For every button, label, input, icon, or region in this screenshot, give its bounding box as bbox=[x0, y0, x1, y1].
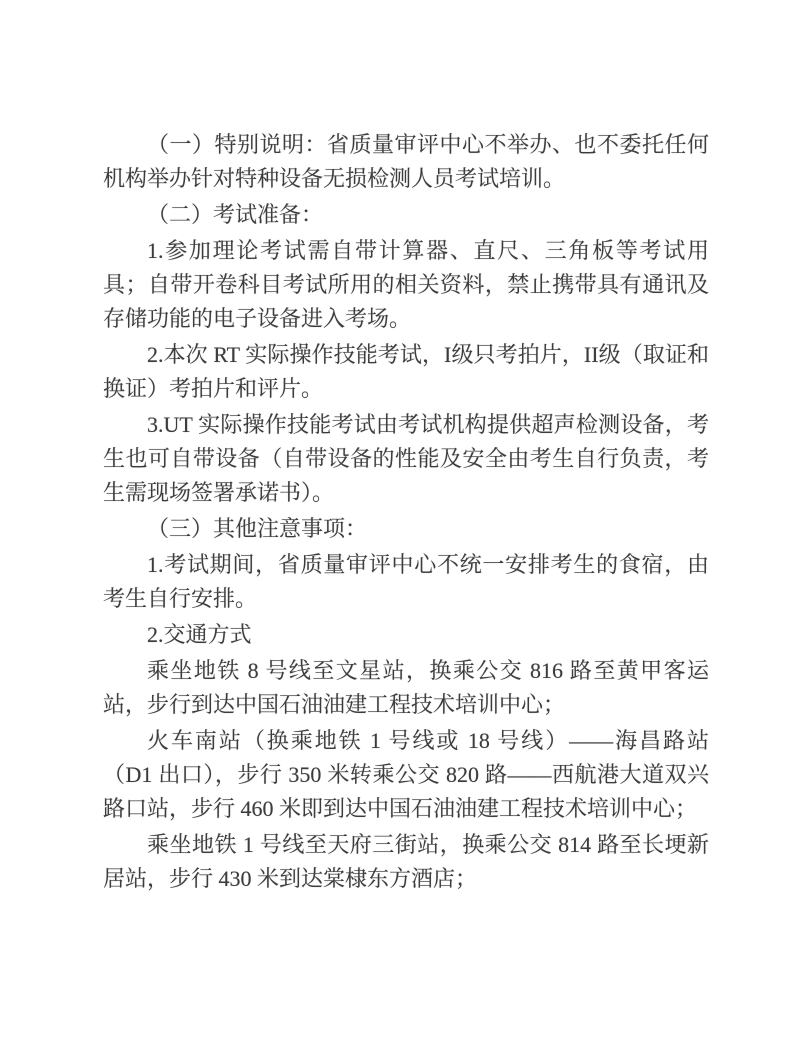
paragraph-prep-item-3: 3.UT 实际操作技能考试由考试机构提供超声检测设备，考生也可自带设备（自带设备的性能及安全由考生自行负责，考生需现场签署承诺书）。 bbox=[103, 412, 709, 505]
paragraph-route-metro1: 乘坐地铁 1 号线至天府三街站，换乘公交 814 路至长埂新居站，步行 430 米到达棠棣东方酒店； bbox=[103, 832, 709, 891]
paragraph-route-metro8: 乘坐地铁 8 号线至文星站，换乘公交 816 路至黄甲客运站，步行到达中国石油油建工程技术培训中心； bbox=[103, 658, 709, 717]
paragraph-prep-item-1: 1.参加理论考试需自带计算器、直尺、三角板等考试用具；自带开卷科目考试所用的相关资料，禁止携带具有通讯及存储功能的电子设备进入考场。 bbox=[103, 238, 709, 331]
document-body bbox=[103, 128, 709, 898]
paragraph-prep-item-2: 2.本次 RT 实际操作技能考试，I级只考拍片，II级（取证和换证）考拍片和评片。 bbox=[103, 342, 709, 401]
paragraph-note-item-1: 1.考试期间，省质量审评中心不统一安排考生的食宿，由考生自行安排。 bbox=[103, 552, 709, 611]
heading-exam-preparation: （二）考试准备： bbox=[147, 202, 324, 227]
paragraph-special-note: （一）特别说明：省质量审评中心不举办、也不委托任何机构举办针对特种设备无损检测人员考试培训。 bbox=[103, 132, 709, 191]
paragraph-note-item-2: 2.交通方式 bbox=[147, 622, 252, 647]
heading-other-notes: （三）其他注意事项： bbox=[147, 516, 368, 541]
paragraph-route-southstation: 火车南站（换乘地铁 1 号线或 18 号线）——海昌路站（D1 出口），步行 350 米转乘公交 820 路——西航港大道双兴路口站，步行 460 米即到达中国石油油建工程技术培训中心； bbox=[103, 728, 709, 821]
